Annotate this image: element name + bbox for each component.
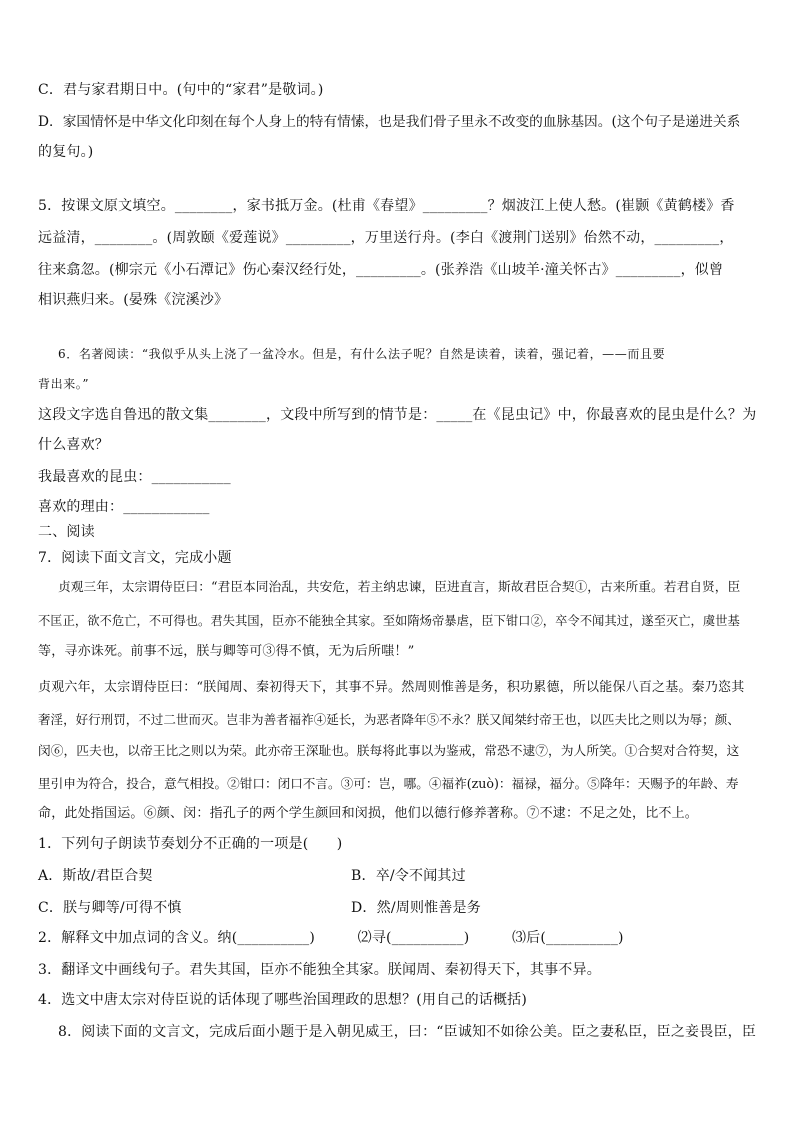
q5-line1: 5．按课文原文填空。________，家书抵万金。(杜甫《春望》_________？烟波江上使人愁。(崔颢《黄鹤楼》香 — [38, 198, 735, 214]
subquestion-1-option-d: D．然/周则惟善是务 — [351, 900, 481, 916]
subquestion-1-options-ab — [38, 866, 758, 886]
subquestion-1-option-b: B．卒/令不闻其过 — [351, 868, 466, 884]
subquestion-1-option-a: A．斯故/君臣合契 — [38, 868, 153, 884]
q7-title: 7．阅读下面文言文，完成小题 — [38, 550, 232, 566]
passage-p2-line1: 贞观六年，太宗谓侍臣曰：“朕闻周、秦初得天下，其事不异。然周则惟善是务，积功累德，所以能保八百之基。秦乃恣其 — [38, 680, 745, 695]
q4-option-c: C．君与家君期日中。(句中的“家君”是敬词。) — [38, 82, 324, 98]
passage-p2-line2: 奢淫，好行刑罚，不过二世而灭。岂非为善者福祚④延长，为恶者降年⑤不永？朕又闻桀纣帝王也，以匹夫比之则以为辱；颜、 — [38, 712, 740, 727]
q5-line3: 往来翕忽。(柳宗元《小石潭记》伤心秦汉经行处，_________。(张养浩《山坡羊·潼关怀古》_________，似曾 — [38, 262, 724, 278]
q4-option-d-line1: D．家国情怀是中华文化印刻在每个人身上的特有情愫，也是我们骨子里永不改变的血脉基因。(这个句子是递进关系 — [38, 114, 741, 130]
q4-option-d-line2: 的复句。) — [38, 144, 94, 160]
subquestion-4: 4．选文中唐太宗对侍臣说的话体现了哪些治国理政的思想？(用自己的话概括) — [38, 992, 528, 1008]
q6-intro-line2: 背出来。” — [38, 377, 90, 391]
q8-line1: 8．阅读下面的文言文，完成后面小题于是入朝见威王，曰：“臣诚知不如徐公美。臣之妻私臣，臣之妾畏臣，臣 — [58, 1024, 757, 1040]
passage-notes-line1: 里引申为符合，投合，意气相投。②钳口：闭口不言。③可：岂，哪。④福祚(zuò)：福禄，福分。⑤降年：天赐予的年龄、寿 — [38, 776, 739, 791]
q5-line4: 相识燕归来。(晏殊《浣溪沙》 — [38, 292, 229, 308]
subquestion-1: 1．下列句子朗读节奏划分不正确的一项是( ) — [38, 836, 343, 852]
passage-notes-line2: 命，此处指国运。⑥颜、闵：指孔子的两个学生颜回和闵损，他们以德行修养著称。⑦不逮：不足之处，比不上。 — [38, 806, 699, 821]
passage-p1-line2: 不匡正，欲不危亡，不可得也。君失其国，臣亦不能独全其家。至如隋炀帝暴虐，臣下钳口②，卒令不闻其过，遂至灭亡，虞世基 — [38, 614, 740, 628]
q6-insect-label: 我最喜欢的昆虫：___________ — [38, 469, 231, 485]
section-title-reading: 二、阅读 — [38, 524, 95, 540]
q5-line2: 远益清，________。(周敦颐《爱莲说》_________，万里送行舟。(李白《渡荆门送别》佁然不动，_________， — [38, 230, 734, 246]
subquestion-1-option-c: C．朕与卿等/可得不慎 — [38, 900, 182, 916]
q6-reason-label: 喜欢的理由：____________ — [38, 499, 210, 515]
q6-question-line2: 什么喜欢？ — [38, 437, 109, 453]
subquestion-1-options-cd — [38, 898, 758, 918]
subquestion-3: 3．翻译文中画线句子。君失其国，臣亦不能独全其家。朕闻周、秦初得天下，其事不异。 — [38, 962, 601, 978]
passage-p2-line3: 闵⑥，匹夫也，以帝王比之则以为荣。此亦帝王深耻也。朕每将此事以为鉴戒，常恐不逮⑦，为人所笑。①合契对合符契，这 — [38, 744, 740, 759]
q6-question-line1: 这段文字选自鲁迅的散文集________，文段中所写到的情节是：_____在《昆虫记》中，你最喜欢的昆虫是什么？为 — [38, 407, 757, 423]
q6-intro-line1: 6．名著阅读：“我似乎从头上浇了一盆冷水。但是，有什么法子呢？自然是读着，读着，强记着，——而且要 — [58, 347, 666, 361]
subquestion-2: 2．解释文中加点词的含义。纳(__________) ⑵寻(__________) ⑶后(__________) — [38, 930, 624, 946]
passage-p1-line1: 贞观三年，太宗谓侍臣曰：“君臣本同治乱，共安危，若主纳忠谏，臣进直言，斯故君臣合契①，古来所重。若君自贤，臣 — [58, 580, 741, 595]
passage-p1-line3: 等，寻亦诛死。前事不远，朕与卿等可③得不慎，无为后所嗤！” — [38, 644, 415, 659]
